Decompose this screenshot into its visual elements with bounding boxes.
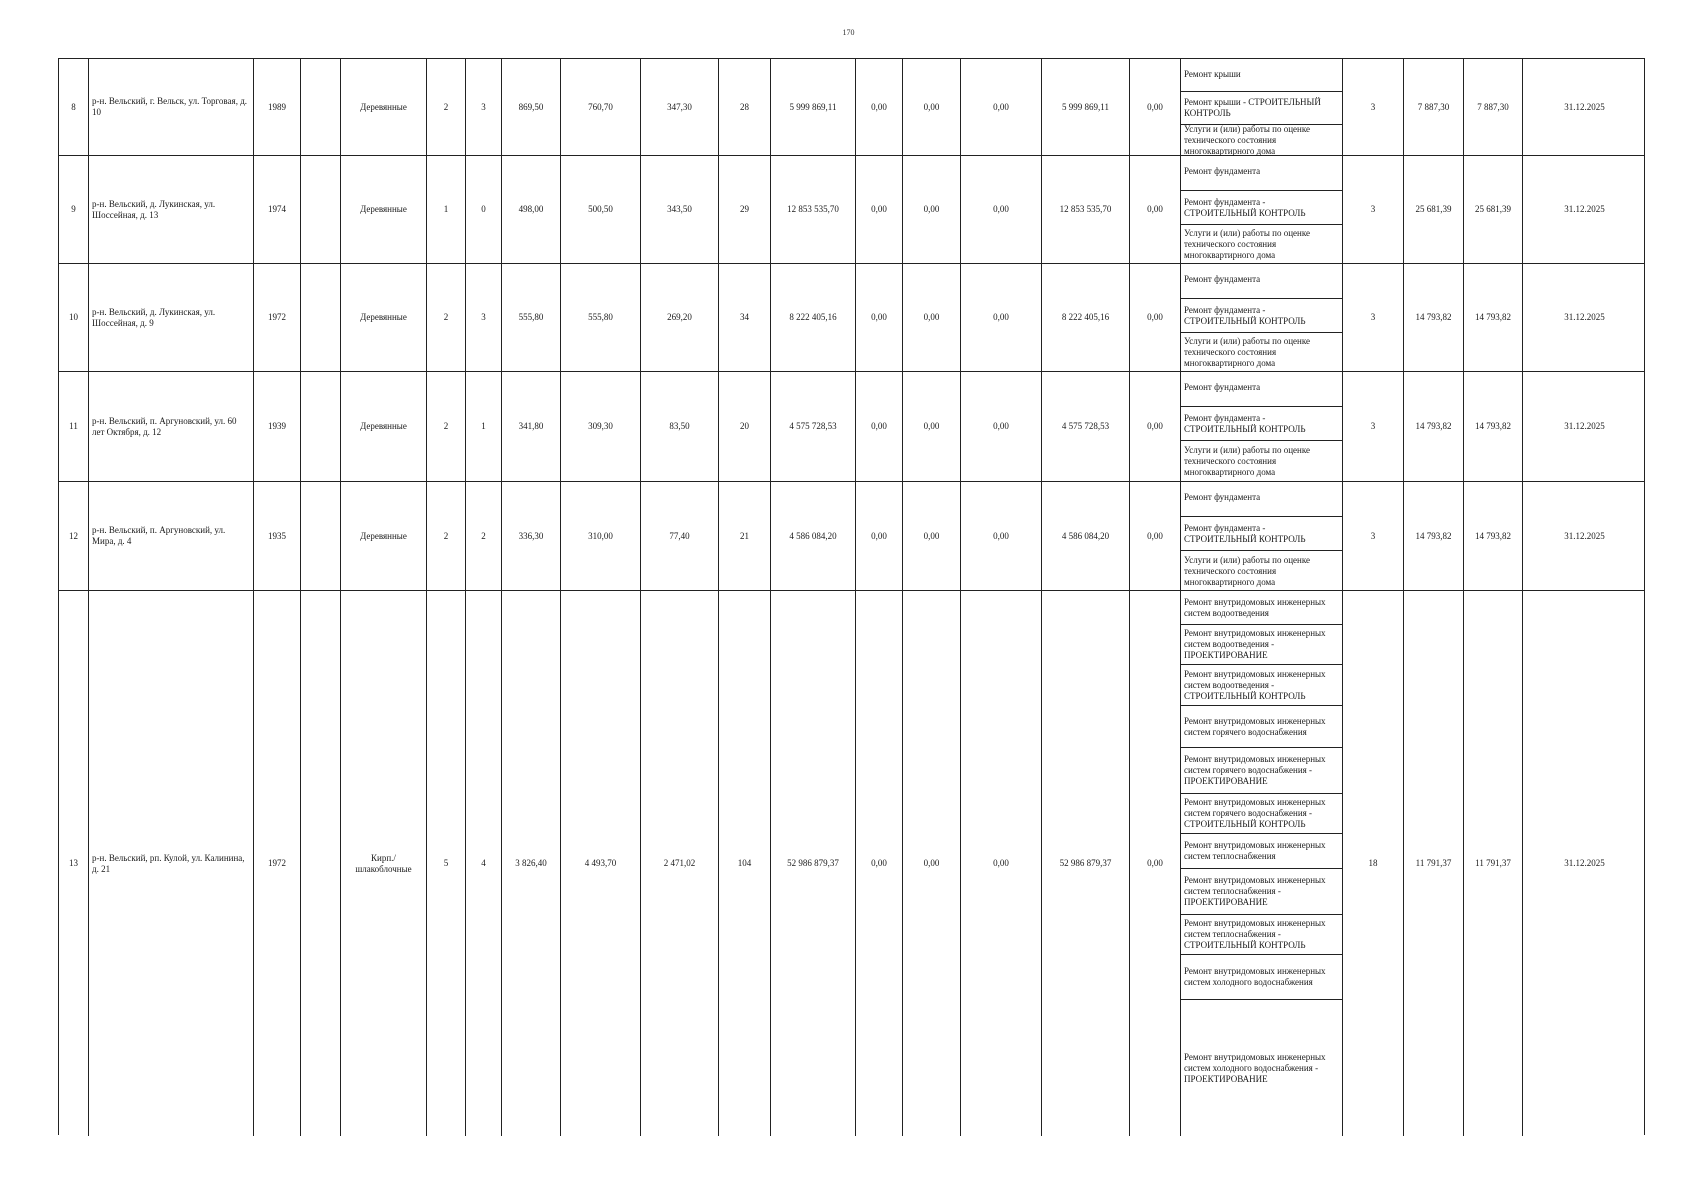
regional-funds-cell: 0,00 <box>903 482 961 590</box>
nonliving-area-cell: 2 471,02 <box>641 591 719 1136</box>
wall-material-cell: Деревянные <box>341 156 427 263</box>
nonliving-area-cell: 347,30 <box>641 59 719 155</box>
wall-material-cell: Деревянные <box>341 59 427 155</box>
other-funds-cell: 0,00 <box>1130 591 1181 1136</box>
commissioning-cell <box>301 372 341 481</box>
other-funds-cell: 0,00 <box>1130 59 1181 155</box>
regional-funds-cell: 0,00 <box>903 59 961 155</box>
year-built-cell: 1939 <box>254 372 301 481</box>
residents-cell: 21 <box>719 482 771 590</box>
max-unit-cost-cell: 25 681,39 <box>1464 156 1523 263</box>
address-cell: р-н. Вельский, п. Аргуновский, ул. Мира, д. 4 <box>89 482 254 590</box>
total-cost-cell: 4 586 084,20 <box>771 482 856 590</box>
deadline-cell: 31.12.2025 <box>1564 101 1605 112</box>
row-number-cell: 9 <box>59 156 89 263</box>
living-area-cell: 310,00 <box>561 482 641 590</box>
residents-cell: 29 <box>719 156 771 263</box>
federal-funds-cell: 0,00 <box>856 264 903 371</box>
regional-funds-cell: 0,00 <box>903 372 961 481</box>
total-cost-cell: 4 575 728,53 <box>771 372 856 481</box>
wall-material-cell: Деревянные <box>341 372 427 481</box>
works-list-cell <box>1181 591 1343 1136</box>
work-item: Ремонт внутридомовых инженерных систем теплоснабжения - СТРОИТЕЛЬНЫЙ КОНТРОЛЬ <box>1181 915 1342 955</box>
commissioning-cell <box>301 59 341 155</box>
address-cell: р-н. Вельский, д. Лукинская, ул. Шоссейная, д. 9 <box>89 264 254 371</box>
deadline-cell: 31.12.2025 <box>1564 530 1605 541</box>
wall-material-cell: Деревянные <box>341 264 427 371</box>
local-funds-cell: 0,00 <box>961 156 1042 263</box>
work-item: Ремонт внутридомовых инженерных систем теплоснабжения <box>1181 834 1342 869</box>
nonliving-area-cell: 77,40 <box>641 482 719 590</box>
total-area-cell: 555,80 <box>502 264 561 371</box>
total-cost-cell: 12 853 535,70 <box>771 156 856 263</box>
commissioning-cell <box>301 482 341 590</box>
works-count-cell: 3 <box>1343 264 1404 371</box>
work-item: Ремонт внутридомовых инженерных систем горячего водоснабжения - СТРОИТЕЛЬНЫЙ КОНТРОЛЬ <box>1181 794 1342 834</box>
address-cell: р-н. Вельский, рп. Кулой, ул. Калинина, д. 21 <box>89 591 254 1136</box>
living-area-cell: 555,80 <box>561 264 641 371</box>
table-row <box>59 156 1644 264</box>
work-item: Ремонт внутридомовых инженерных систем горячего водоснабжения - ПРОЕКТИРОВАНИЕ <box>1181 748 1342 794</box>
works-list-cell <box>1181 59 1343 155</box>
entrances-cell: 2 <box>466 482 502 590</box>
row-number-cell: 11 <box>59 372 89 481</box>
work-item: Ремонт фундамента <box>1181 482 1342 517</box>
local-funds-cell: 0,00 <box>961 264 1042 371</box>
work-item: Ремонт внутридомовых инженерных систем водоотведения - СТРОИТЕЛЬНЫЙ КОНТРОЛЬ <box>1181 665 1342 706</box>
entrances-cell: 3 <box>466 264 502 371</box>
table-row <box>59 372 1644 482</box>
regional-funds-cell: 0,00 <box>903 264 961 371</box>
wall-material-cell: Кирп./ шлакоблочные <box>341 591 427 1136</box>
owners-funds-cell: 8 222 405,16 <box>1042 264 1130 371</box>
work-item: Ремонт фундамента - СТРОИТЕЛЬНЫЙ КОНТРОЛЬ <box>1181 299 1342 333</box>
entrances-cell: 1 <box>466 372 502 481</box>
table-row <box>59 482 1644 591</box>
owners-funds-cell: 5 999 869,11 <box>1042 59 1130 155</box>
owners-funds-cell: 12 853 535,70 <box>1042 156 1130 263</box>
nonliving-area-cell: 269,20 <box>641 264 719 371</box>
commissioning-cell <box>301 264 341 371</box>
work-item: Ремонт фундамента - СТРОИТЕЛЬНЫЙ КОНТРОЛЬ <box>1181 191 1342 225</box>
works-count-cell: 18 <box>1343 591 1404 1136</box>
entrances-cell: 4 <box>466 591 502 1136</box>
residents-cell: 20 <box>719 372 771 481</box>
total-area-cell: 869,50 <box>502 59 561 155</box>
other-funds-cell: 0,00 <box>1130 264 1181 371</box>
total-cost-cell: 8 222 405,16 <box>771 264 856 371</box>
works-list-cell <box>1181 264 1343 371</box>
entrances-cell: 0 <box>466 156 502 263</box>
federal-funds-cell: 0,00 <box>856 591 903 1136</box>
work-item: Услуги и (или) работы по оценке технического состояния многоквартирного дома <box>1184 228 1310 260</box>
work-item: Услуги и (или) работы по оценке технического состояния многоквартирного дома <box>1184 125 1310 156</box>
work-item: Ремонт внутридомовых инженерных систем водоотведения - ПРОЕКТИРОВАНИЕ <box>1181 625 1342 665</box>
address-cell: р-н. Вельский, г. Вельск, ул. Торговая, д. 10 <box>89 59 254 155</box>
federal-funds-cell: 0,00 <box>856 482 903 590</box>
entrances-cell: 3 <box>466 59 502 155</box>
work-item: Ремонт фундамента <box>1181 264 1342 299</box>
living-area-cell: 4 493,70 <box>561 591 641 1136</box>
work-item: Услуги и (или) работы по оценке технического состояния многоквартирного дома <box>1184 336 1310 368</box>
total-area-cell: 498,00 <box>502 156 561 263</box>
floors-cell: 1 <box>427 156 466 263</box>
work-item: Ремонт внутридомовых инженерных систем горячего водоснабжения <box>1181 706 1342 748</box>
address-cell: р-н. Вельский, д. Лукинская, ул. Шоссейная, д. 13 <box>89 156 254 263</box>
floors-cell: 2 <box>427 264 466 371</box>
work-item: Ремонт крыши <box>1181 59 1342 92</box>
row-number-cell: 12 <box>59 482 89 590</box>
year-built-cell: 1989 <box>254 59 301 155</box>
living-area-cell: 500,50 <box>561 156 641 263</box>
owners-funds-cell: 4 586 084,20 <box>1042 482 1130 590</box>
unit-cost-cell: 14 793,82 <box>1404 482 1464 590</box>
year-built-cell: 1972 <box>254 264 301 371</box>
unit-cost-cell: 11 791,37 <box>1404 591 1464 1136</box>
works-list-cell <box>1181 156 1343 263</box>
work-item: Услуги и (или) работы по оценке технического состояния многоквартирного дома <box>1184 554 1310 587</box>
table-row <box>59 591 1644 1136</box>
unit-cost-cell: 14 793,82 <box>1404 372 1464 481</box>
commissioning-cell <box>301 591 341 1136</box>
deadline-cell: 31.12.2025 <box>1564 858 1605 868</box>
work-item: Ремонт внутридомовых инженерных систем теплоснабжения - ПРОЕКТИРОВАНИЕ <box>1181 869 1342 915</box>
total-area-cell: 3 826,40 <box>502 591 561 1136</box>
work-item: Ремонт крыши - СТРОИТЕЛЬНЫЙ КОНТРОЛЬ <box>1181 92 1342 125</box>
wall-material-cell: Деревянные <box>341 482 427 590</box>
work-item: Ремонт фундамента - СТРОИТЕЛЬНЫЙ КОНТРОЛЬ <box>1181 517 1342 551</box>
works-count-cell: 3 <box>1343 156 1404 263</box>
other-funds-cell: 0,00 <box>1130 156 1181 263</box>
residents-cell: 104 <box>719 591 771 1136</box>
total-area-cell: 336,30 <box>502 482 561 590</box>
local-funds-cell: 0,00 <box>961 482 1042 590</box>
local-funds-cell: 0,00 <box>961 59 1042 155</box>
owners-funds-cell: 52 986 879,37 <box>1042 591 1130 1136</box>
federal-funds-cell: 0,00 <box>856 156 903 263</box>
total-cost-cell: 52 986 879,37 <box>771 591 856 1136</box>
floors-cell: 2 <box>427 482 466 590</box>
work-item: Ремонт фундамента <box>1181 372 1342 407</box>
max-unit-cost-cell: 14 793,82 <box>1464 372 1523 481</box>
regional-funds-cell: 0,00 <box>903 591 961 1136</box>
work-item: Ремонт внутридомовых инженерных систем водоотведения <box>1181 591 1342 625</box>
total-area-cell: 341,80 <box>502 372 561 481</box>
row-number-cell: 8 <box>59 59 89 155</box>
commissioning-cell <box>301 156 341 263</box>
living-area-cell: 760,70 <box>561 59 641 155</box>
floors-cell: 5 <box>427 591 466 1136</box>
deadline-cell: 31.12.2025 <box>1564 421 1605 431</box>
works-list-cell <box>1181 372 1343 481</box>
unit-cost-cell: 25 681,39 <box>1404 156 1464 263</box>
deadline-cell: 31.12.2025 <box>1564 204 1605 214</box>
works-count-cell: 3 <box>1343 59 1404 155</box>
nonliving-area-cell: 83,50 <box>641 372 719 481</box>
work-item: Ремонт фундамента - СТРОИТЕЛЬНЫЙ КОНТРОЛЬ <box>1181 407 1342 441</box>
owners-funds-cell: 4 575 728,53 <box>1042 372 1130 481</box>
other-funds-cell: 0,00 <box>1130 372 1181 481</box>
max-unit-cost-cell: 14 793,82 <box>1464 482 1523 590</box>
works-list-cell <box>1181 482 1343 590</box>
year-built-cell: 1974 <box>254 156 301 263</box>
total-cost-cell: 5 999 869,11 <box>771 59 856 155</box>
row-number-cell: 10 <box>59 264 89 371</box>
living-area-cell: 309,30 <box>561 372 641 481</box>
regional-funds-cell: 0,00 <box>903 156 961 263</box>
works-count-cell: 3 <box>1343 372 1404 481</box>
floors-cell: 2 <box>427 59 466 155</box>
residents-cell: 28 <box>719 59 771 155</box>
page-number: 170 <box>842 28 855 37</box>
unit-cost-cell: 14 793,82 <box>1404 264 1464 371</box>
federal-funds-cell: 0,00 <box>856 59 903 155</box>
table-row <box>59 264 1644 372</box>
address-cell: р-н. Вельский, п. Аргуновский, ул. 60 лет Октября, д. 12 <box>89 372 254 481</box>
max-unit-cost-cell: 11 791,37 <box>1464 591 1523 1136</box>
work-item: Ремонт фундамента <box>1181 156 1342 191</box>
floors-cell: 2 <box>427 372 466 481</box>
other-funds-cell: 0,00 <box>1130 482 1181 590</box>
work-item: Ремонт внутридомовых инженерных систем холодного водоснабжения <box>1181 955 1342 1000</box>
federal-funds-cell: 0,00 <box>856 372 903 481</box>
repair-program-table <box>58 58 1645 1135</box>
local-funds-cell: 0,00 <box>961 591 1042 1136</box>
nonliving-area-cell: 343,50 <box>641 156 719 263</box>
year-built-cell: 1935 <box>254 482 301 590</box>
max-unit-cost-cell: 14 793,82 <box>1464 264 1523 371</box>
unit-cost-cell: 7 887,30 <box>1404 59 1464 155</box>
max-unit-cost-cell: 7 887,30 <box>1464 59 1523 155</box>
deadline-cell: 31.12.2025 <box>1564 312 1605 322</box>
works-count-cell: 3 <box>1343 482 1404 590</box>
work-item: Услуги и (или) работы по оценке технического состояния многоквартирного дома <box>1184 445 1310 477</box>
work-item: Ремонт внутридомовых инженерных систем холодного водоснабжения - ПРОЕКТИРОВАНИЕ <box>1184 1051 1326 1084</box>
table-row <box>59 59 1644 156</box>
year-built-cell: 1972 <box>254 591 301 1136</box>
row-number-cell: 13 <box>59 591 89 1136</box>
residents-cell: 34 <box>719 264 771 371</box>
local-funds-cell: 0,00 <box>961 372 1042 481</box>
